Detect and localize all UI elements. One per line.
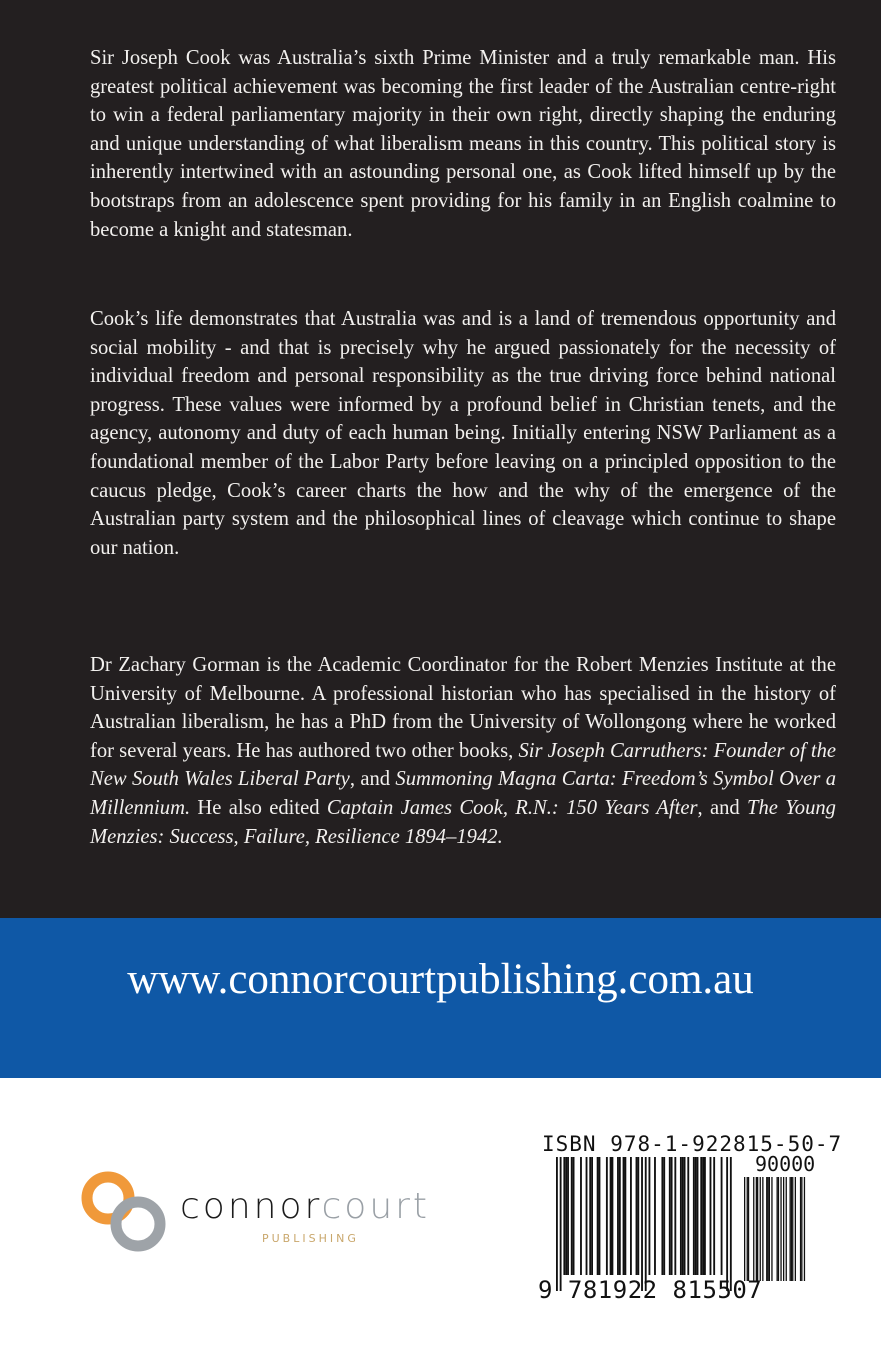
barcode-bar bbox=[654, 1157, 656, 1275]
addon-bar bbox=[777, 1177, 778, 1281]
barcode-bar bbox=[580, 1157, 582, 1275]
barcode-bar bbox=[617, 1157, 619, 1275]
book-title: Summoning Magna Carta: Freedom’s Symbol Over a Millennium. bbox=[90, 768, 836, 819]
barcode-bar bbox=[560, 1157, 562, 1291]
barcode-bar bbox=[567, 1157, 569, 1275]
barcode-bar bbox=[693, 1157, 695, 1275]
addon-bar bbox=[762, 1177, 763, 1281]
barcode-bar bbox=[641, 1157, 643, 1291]
addon-bar bbox=[795, 1177, 796, 1281]
barcode-bar bbox=[571, 1157, 573, 1275]
barcode-bar bbox=[565, 1157, 567, 1275]
author-bio bbox=[90, 651, 836, 851]
barcode-bar bbox=[726, 1157, 728, 1291]
addon-bar bbox=[800, 1177, 801, 1281]
book-title: The Young Menzies: Success, Failure, Resilience 1894–1942. bbox=[90, 796, 836, 848]
barcode-bar bbox=[704, 1157, 706, 1275]
barcode-bar bbox=[597, 1157, 599, 1275]
addon-bar bbox=[780, 1177, 781, 1281]
blurb-paragraph-2: Cook’s life demonstrates that Australia was and is a land of tremendous opportunity and social mobility - and that is precisely why he argued passionately for the necessity of individual freedom and personal responsibility as the true driving force behind national progress. These values were informed by a profound belief in Christian tenets, and the agency, autonomy and duty of each human being. Initially entering NSW Parliament as a foundational member of the Labor Party before leaving on a principled opposition to the caucus pledge, Cook’s career charts the how and the why of the emergence of the Australian party system and the philosophical lines of cleavage which continue to shape our nation. bbox=[90, 308, 836, 559]
barcode-bar bbox=[674, 1157, 676, 1275]
addon-bar bbox=[756, 1177, 757, 1281]
ean-number bbox=[538, 1276, 762, 1304]
addon-bar bbox=[760, 1177, 761, 1281]
book-title: Captain James Cook, R.N.: 150 Years After bbox=[326, 796, 698, 819]
barcode-bar bbox=[669, 1157, 671, 1275]
barcode-bar bbox=[687, 1157, 689, 1275]
barcode-bar bbox=[556, 1157, 558, 1291]
barcode-bar bbox=[700, 1157, 702, 1275]
barcode-bar bbox=[637, 1157, 639, 1275]
addon-bar bbox=[791, 1177, 792, 1281]
barcode-bar bbox=[636, 1157, 638, 1275]
barcode-bar bbox=[591, 1157, 593, 1275]
ean-digits: 781922 815507 bbox=[567, 1276, 763, 1304]
barcode-bar bbox=[589, 1157, 591, 1275]
addon-bar bbox=[744, 1177, 745, 1281]
addon-bar bbox=[767, 1177, 768, 1281]
barcode-bar bbox=[663, 1157, 665, 1275]
addon-bar bbox=[801, 1177, 802, 1281]
ean-first-digit: 9 bbox=[538, 1276, 553, 1304]
publisher-name-part: connor bbox=[180, 1186, 322, 1227]
barcode-bar bbox=[661, 1157, 663, 1275]
barcode-bar bbox=[645, 1157, 647, 1291]
barcode-bar bbox=[682, 1157, 684, 1275]
barcode-bar bbox=[599, 1157, 601, 1275]
barcode-bar bbox=[680, 1157, 682, 1275]
addon-bar bbox=[778, 1177, 779, 1281]
barcode-bar bbox=[721, 1157, 723, 1275]
addon-bar bbox=[769, 1177, 770, 1281]
barcode-bars bbox=[556, 1157, 816, 1293]
barcode-bar bbox=[624, 1157, 626, 1275]
isbn-label: ISBN 978-1-922815-50-7 bbox=[542, 1132, 843, 1156]
barcode-bar bbox=[623, 1157, 625, 1275]
addon-bar bbox=[747, 1177, 748, 1281]
barcode-bar bbox=[612, 1157, 614, 1275]
barcode-bar bbox=[671, 1157, 673, 1275]
barcode-bar bbox=[619, 1157, 621, 1275]
barcode-bar bbox=[563, 1157, 565, 1275]
addon-bar bbox=[771, 1177, 772, 1281]
barcode-bar bbox=[684, 1157, 686, 1275]
addon-bar bbox=[748, 1177, 749, 1281]
addon-number: 90000 bbox=[755, 1152, 816, 1176]
barcode-bar bbox=[573, 1157, 575, 1275]
website-url: www.connorcourtpublishing.com.au bbox=[127, 956, 754, 1003]
addon-bar bbox=[753, 1177, 754, 1281]
blurb-paragraph-1: Sir Joseph Cook was Australia’s sixth Prime Minister and a truly remarkable man. His greatest political achievement was becoming the first leader of the Australian centre-right to win a federal parliamentary majority in their own right, directly shaping the enduring and unique understanding of what liberalism means in this country. This political story is inherently intertwined with an astounding personal one, as Cook lifted himself up by the bootstraps from an adolescence spent providing for his family in an English coalmine to become a knight and statesman. bbox=[90, 47, 836, 241]
barcode-bar bbox=[610, 1157, 612, 1275]
bio-text: , and bbox=[697, 796, 748, 819]
addon-bar bbox=[790, 1177, 791, 1281]
connorcourt-logo-icon bbox=[78, 1168, 178, 1258]
addon-bar bbox=[766, 1177, 767, 1281]
addon-bar bbox=[792, 1177, 793, 1281]
publisher-tagline: PUBLISHING bbox=[262, 1232, 359, 1245]
barcode-bar bbox=[730, 1157, 732, 1291]
publisher-name-part: court bbox=[321, 1186, 431, 1227]
bio-text: , and bbox=[349, 768, 396, 791]
bio-text: He also edited bbox=[190, 796, 327, 819]
barcode-bar bbox=[695, 1157, 697, 1275]
addon-bar bbox=[804, 1177, 805, 1281]
addon-bar bbox=[786, 1177, 787, 1281]
barcode-bar bbox=[649, 1157, 651, 1275]
barcode-bar bbox=[713, 1157, 715, 1275]
barcode-bar bbox=[710, 1157, 712, 1275]
bio-text: Dr Zachary Gorman is the Academic Coordinator for the Robert Menzies Institute at the University of Melbourne. A professional historian who has specialised in the history of Australian liberalism, he has a PhD from the University of Wollongong where he worked for several years. He has authored two other books, bbox=[90, 654, 836, 762]
publisher-name bbox=[180, 1186, 430, 1227]
addon-bar bbox=[757, 1177, 758, 1281]
barcode-bar bbox=[697, 1157, 699, 1275]
barcode-bar bbox=[702, 1157, 704, 1275]
addon-bar bbox=[783, 1177, 784, 1281]
barcode-bar bbox=[586, 1157, 588, 1275]
barcode-bar bbox=[630, 1157, 632, 1275]
book-title: Sir Joseph Carruthers: Founder of the New South Wales Liberal Party bbox=[90, 739, 837, 791]
barcode-bar bbox=[606, 1157, 608, 1275]
